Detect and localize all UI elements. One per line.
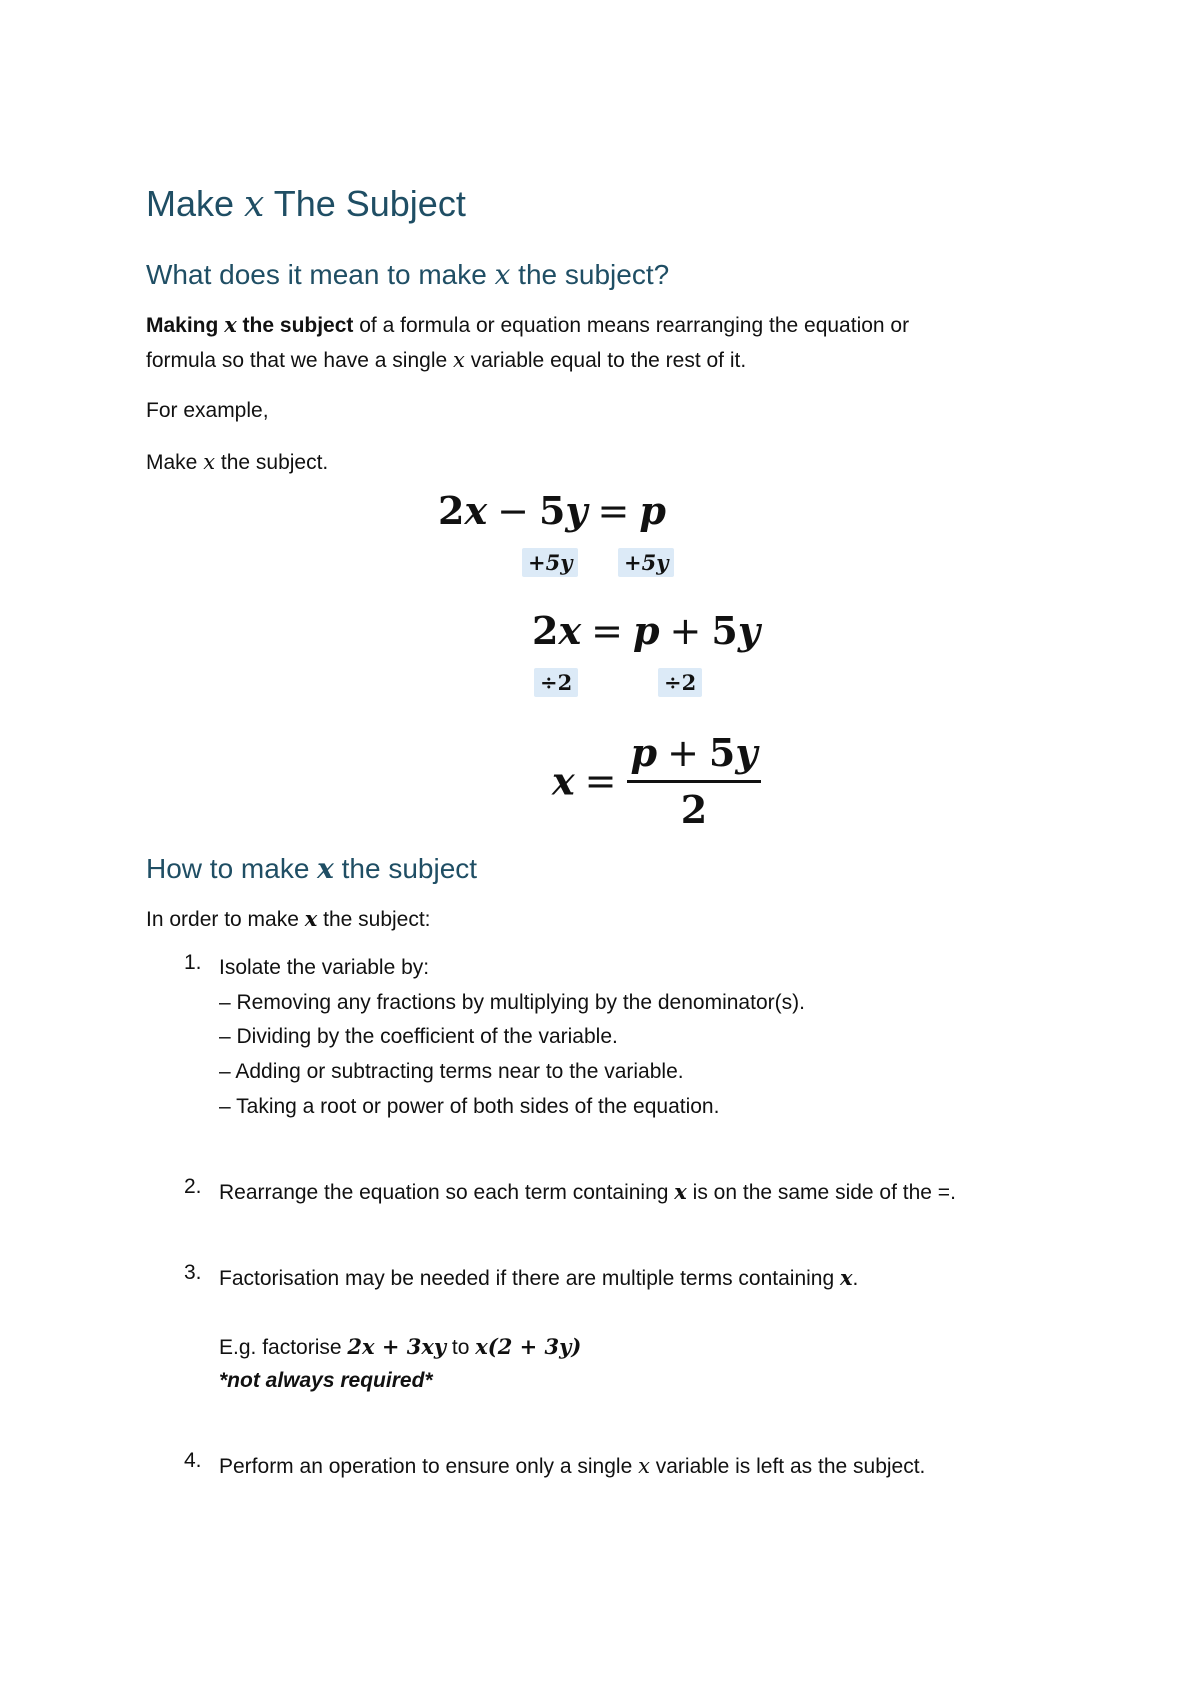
operation-chip-divide-2-left: ÷2 [534, 668, 578, 697]
operation-chip-add-5y-left: +5y [522, 548, 578, 577]
equation-2: 2x = p + 5y [532, 608, 760, 653]
section-heading-meaning: What does it mean to make x the subject? [146, 258, 670, 291]
section-heading-how-to: How to make x the subject [146, 852, 478, 885]
step-3-example: E.g. factorise 2x + 3xy to x(2 + 3y) [219, 1334, 582, 1359]
page-title: Make x The Subject [146, 183, 466, 225]
step-4-number: 4. [184, 1449, 202, 1472]
step-3-number: 3. [184, 1261, 202, 1284]
fraction: $\frac{p + 5y}{2}$ [627, 730, 762, 832]
step-3-note: *not always required* [219, 1369, 433, 1392]
equation-3: x = $\frac{p + 5y}{2}$ [552, 730, 761, 832]
make-x-instruction: Make x the subject. [146, 450, 329, 474]
definition-paragraph-line2: formula so that we have a single x variable equal to the rest of it. [146, 348, 747, 372]
step-1-text: Isolate the variable by: [219, 956, 430, 979]
step-3-text: Factorisation may be needed if there are multiple terms containing x. [219, 1265, 859, 1290]
equation-1: 2x − 5y = p [438, 488, 666, 533]
definition-paragraph-line1: Making x the subject of a formula or equation means rearranging the equation or [146, 312, 910, 337]
step-4-text: Perform an operation to ensure only a single x variable is left as the subject. [219, 1454, 926, 1478]
operation-chip-divide-2-right: ÷2 [658, 668, 702, 697]
title-variable: x [244, 184, 265, 225]
step-1-number: 1. [184, 951, 202, 974]
step-1-sub-2: – Dividing by the coefficient of the variable. [219, 1025, 618, 1048]
step-1-sub-4: – Taking a root or power of both sides of the equation. [219, 1095, 720, 1118]
step-1-sub-1: – Removing any fractions by multiplying by the denominator(s). [219, 991, 805, 1014]
step-2-number: 2. [184, 1175, 202, 1198]
how-to-intro: In order to make x the subject: [146, 906, 431, 931]
operation-chip-add-5y-right: +5y [618, 548, 674, 577]
step-1-sub-3: – Adding or subtracting terms near to the variable. [219, 1060, 684, 1083]
for-example-text: For example, [146, 399, 269, 422]
step-2-text: Rearrange the equation so each term containing x is on the same side of the =. [219, 1179, 956, 1204]
